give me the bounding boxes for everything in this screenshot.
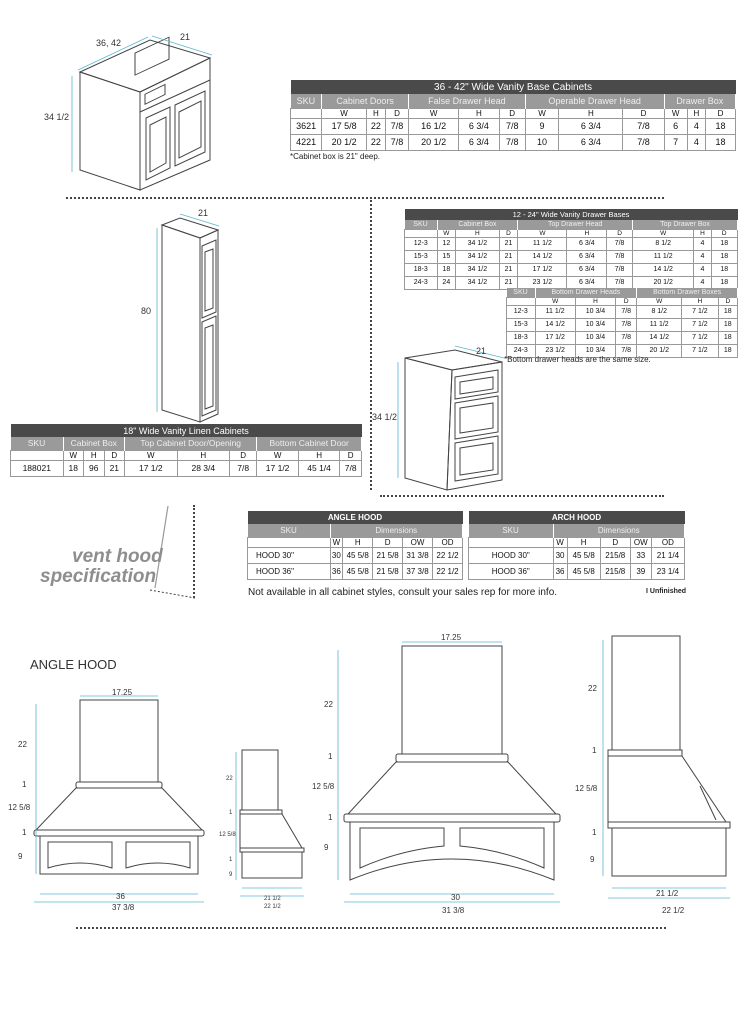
cell: 7 1/2 bbox=[682, 305, 718, 318]
cell: 16 1/2 bbox=[409, 118, 459, 134]
dim-label: 1 bbox=[592, 828, 597, 837]
arch-sub: OD bbox=[651, 537, 684, 547]
cell: 7/8 bbox=[607, 237, 633, 250]
dim-label: 17.25 bbox=[112, 688, 133, 697]
cell: 34 1/2 bbox=[456, 250, 499, 263]
dim-label: 1 bbox=[592, 746, 597, 755]
dim-label: 9 bbox=[18, 852, 23, 861]
cell: 215/8 bbox=[600, 547, 630, 563]
cell: 10 3/4 bbox=[575, 344, 615, 357]
cell: 21 bbox=[499, 237, 518, 250]
drawer2-group-sku: SKU bbox=[507, 288, 536, 297]
cell: 7/8 bbox=[623, 118, 664, 134]
cell: 15 bbox=[437, 250, 456, 263]
base-depth-dim: 21 bbox=[180, 32, 191, 42]
cell: 18 bbox=[718, 305, 737, 318]
cell: 39 bbox=[630, 563, 651, 579]
cell: 45 5/8 bbox=[567, 563, 600, 579]
cell: 31 3/8 bbox=[403, 547, 433, 563]
angle-group-dim: Dimensions bbox=[330, 524, 463, 537]
drawer2-sub: D bbox=[718, 297, 737, 305]
arch-hood-side bbox=[608, 636, 730, 876]
cell: 17 1/2 bbox=[518, 263, 567, 276]
cell: 28 3/4 bbox=[177, 460, 229, 476]
linen-sub: W bbox=[257, 450, 298, 460]
dim-label: 1 bbox=[22, 828, 27, 837]
unfinished-label: I Unfinished bbox=[646, 588, 687, 595]
cell: 7/8 bbox=[607, 276, 633, 289]
cell: 24 bbox=[437, 276, 456, 289]
arch-sub: W bbox=[553, 537, 567, 547]
cell: 21 5/8 bbox=[373, 563, 403, 579]
cell: 18 bbox=[63, 460, 84, 476]
cell: 45 5/8 bbox=[343, 547, 373, 563]
cell: 10 3/4 bbox=[575, 318, 615, 331]
drawer-sub: D bbox=[607, 229, 633, 237]
dim-label: 22 bbox=[18, 740, 27, 749]
sku-cell: 188021 bbox=[11, 460, 64, 476]
cell: 21 bbox=[499, 276, 518, 289]
cell: 6 bbox=[664, 118, 687, 134]
base-height-dim: 34 1/2 bbox=[44, 112, 70, 122]
cell: 18 bbox=[711, 237, 738, 250]
cell: 45 1/4 bbox=[298, 460, 339, 476]
cell: 10 bbox=[525, 134, 559, 150]
linen-group-box: Cabinet Box bbox=[63, 437, 125, 450]
drawer-sub: D bbox=[499, 229, 518, 237]
cell: 30 bbox=[553, 547, 567, 563]
cell: 6 3/4 bbox=[567, 250, 607, 263]
drawer-depth-dim: 21 bbox=[476, 346, 487, 356]
sku-cell: 24-3 bbox=[507, 344, 536, 357]
drawer-group-top-box: Top Drawer Box bbox=[632, 220, 737, 229]
base-sub: W bbox=[409, 108, 459, 118]
cell: 18 bbox=[718, 318, 737, 331]
cell: 17 5/8 bbox=[322, 118, 367, 134]
cell: 37 3/8 bbox=[403, 563, 433, 579]
drawer-sub: W bbox=[437, 229, 456, 237]
dim-label: 21 1/2 bbox=[656, 889, 679, 898]
base-note: *Cabinet box is 21" deep. bbox=[290, 152, 381, 161]
arch-sub: D bbox=[600, 537, 630, 547]
cell: 7 1/2 bbox=[682, 344, 718, 357]
linen-group-top-door: Top Cabinet Door/Opening bbox=[125, 437, 257, 450]
dim-label: 9 bbox=[590, 855, 595, 864]
cell: 4 bbox=[694, 276, 711, 289]
drawer-group-box: Cabinet Box bbox=[437, 220, 518, 229]
cell: 6 3/4 bbox=[559, 134, 623, 150]
cell: 10 3/4 bbox=[575, 305, 615, 318]
base-width-dim: 36, 42 bbox=[96, 38, 122, 48]
cell: 23 1/2 bbox=[535, 344, 575, 357]
cell: 11 1/2 bbox=[637, 318, 682, 331]
base-sub: W bbox=[664, 108, 687, 118]
drawer-group-sku: SKU bbox=[405, 220, 438, 229]
drawer-sub: W bbox=[518, 229, 567, 237]
arch-table-title: ARCH HOOD bbox=[469, 511, 685, 524]
cell: 6 3/4 bbox=[459, 118, 499, 134]
cell: 11 1/2 bbox=[518, 237, 567, 250]
angle-hood-label: ANGLE HOOD bbox=[30, 657, 117, 672]
cell: 18 bbox=[706, 134, 736, 150]
cell: 22 1/2 bbox=[433, 563, 463, 579]
cell: 7/8 bbox=[623, 134, 664, 150]
cell: 18 bbox=[706, 118, 736, 134]
cell: 215/8 bbox=[600, 563, 630, 579]
linen-sub: D bbox=[104, 450, 125, 460]
drawer-group-top-head: Top Drawer Head bbox=[518, 220, 633, 229]
angle-sub: D bbox=[373, 537, 403, 547]
cell: 4 bbox=[687, 118, 705, 134]
cell: 45 5/8 bbox=[567, 547, 600, 563]
linen-depth-dim: 21 bbox=[198, 208, 209, 218]
linen-sub: D bbox=[340, 450, 362, 460]
cell: 22 bbox=[366, 134, 385, 150]
cell: 36 bbox=[330, 563, 343, 579]
cell: 18 bbox=[718, 331, 737, 344]
base-sub: D bbox=[385, 108, 408, 118]
base-group-doors: Cabinet Doors bbox=[322, 94, 409, 108]
sku-cell: 12-3 bbox=[507, 305, 536, 318]
cell: 7/8 bbox=[616, 344, 637, 357]
cell: 23 1/2 bbox=[518, 276, 567, 289]
linen-sub: W bbox=[63, 450, 84, 460]
base-sub: W bbox=[322, 108, 367, 118]
base-group-sku: SKU bbox=[291, 94, 322, 108]
sku-cell: 18-3 bbox=[405, 263, 438, 276]
drawer-height-dim: 34 1/2 bbox=[372, 412, 398, 422]
cell: 34 1/2 bbox=[456, 276, 499, 289]
cell: 7/8 bbox=[616, 318, 637, 331]
arch-sub: H bbox=[567, 537, 600, 547]
dim-label: 22 bbox=[588, 684, 597, 693]
cell: 7 1/2 bbox=[682, 318, 718, 331]
dim-label: 9 bbox=[229, 872, 233, 878]
cell: 6 3/4 bbox=[567, 276, 607, 289]
divider bbox=[76, 927, 666, 929]
cell: 8 1/2 bbox=[632, 237, 693, 250]
drawer2-sub: W bbox=[637, 297, 682, 305]
base-sub: H bbox=[687, 108, 705, 118]
unfinished-text: Unfinished bbox=[649, 588, 687, 595]
dim-label: 31 3/8 bbox=[442, 906, 465, 915]
cell: 4 bbox=[687, 134, 705, 150]
cell: 7/8 bbox=[607, 250, 633, 263]
dim-label: 12 5/8 bbox=[219, 832, 236, 838]
cell: 7/8 bbox=[340, 460, 362, 476]
sku-cell: HOOD 30" bbox=[248, 547, 331, 563]
cell: 34 1/2 bbox=[456, 237, 499, 250]
base-sub: H bbox=[366, 108, 385, 118]
drawer2-sub: W bbox=[535, 297, 575, 305]
angle-hood-side bbox=[240, 750, 304, 878]
angle-sub: OW bbox=[403, 537, 433, 547]
cell: 7/8 bbox=[230, 460, 257, 476]
cell: 30 bbox=[330, 547, 343, 563]
cell: 7/8 bbox=[385, 134, 408, 150]
drawer2-sub: H bbox=[682, 297, 718, 305]
cell: 6 3/4 bbox=[567, 263, 607, 276]
cell: 18 bbox=[711, 263, 738, 276]
linen-table-title: 18" Wide Vanity Linen Cabinets bbox=[11, 424, 362, 437]
drawer2-group-heads: Bottom Drawer Heads bbox=[535, 288, 637, 297]
cell: 7 1/2 bbox=[682, 331, 718, 344]
base-group-drawer-box: Drawer Box bbox=[664, 94, 735, 108]
angle-table-title: ANGLE HOOD bbox=[248, 511, 463, 524]
sku-cell: 12-3 bbox=[405, 237, 438, 250]
drawer-sub: H bbox=[456, 229, 499, 237]
linen-group-sku: SKU bbox=[11, 437, 64, 450]
availability-note: Not available in all cabinet styles, consult your sales rep for more info. bbox=[248, 587, 558, 598]
vent-heading-line1: vent hood bbox=[72, 546, 163, 567]
base-sub: H bbox=[559, 108, 623, 118]
sku-cell: 18-3 bbox=[507, 331, 536, 344]
sku-cell: 3621 bbox=[291, 118, 322, 134]
cell: 18 bbox=[711, 276, 738, 289]
linen-sub: H bbox=[84, 450, 105, 460]
dim-label: 1 bbox=[229, 810, 233, 816]
dim-label: 12 5/8 bbox=[8, 803, 31, 812]
cell: 7/8 bbox=[616, 305, 637, 318]
sku-cell: 4221 bbox=[291, 134, 322, 150]
cell: 36 bbox=[553, 563, 567, 579]
dim-label: 12 5/8 bbox=[312, 782, 335, 791]
drawer2-group-boxes: Bottom Drawer Boxes bbox=[637, 288, 738, 297]
sku-cell: HOOD 30" bbox=[469, 547, 554, 563]
linen-height-dim: 80 bbox=[141, 306, 152, 316]
dim-label: 22 1/2 bbox=[264, 904, 281, 910]
base-sub: W bbox=[525, 108, 559, 118]
cell: 11 1/2 bbox=[535, 305, 575, 318]
cell: 6 3/4 bbox=[459, 134, 499, 150]
dim-label: 9 bbox=[324, 843, 329, 852]
dim-label: 21 1/2 bbox=[264, 896, 281, 902]
cell: 4 bbox=[694, 237, 711, 250]
vent-heading-line2: specification bbox=[40, 566, 157, 587]
base-sub: D bbox=[623, 108, 664, 118]
angle-hood-front bbox=[34, 700, 204, 874]
drawer-sub: D bbox=[711, 229, 738, 237]
arch-group-sku: SKU bbox=[469, 524, 554, 537]
cell: 17 1/2 bbox=[535, 331, 575, 344]
cell: 4 bbox=[694, 263, 711, 276]
base-sub: D bbox=[499, 108, 525, 118]
cell: 7/8 bbox=[616, 331, 637, 344]
linen-group-bottom-door: Bottom Cabinet Door bbox=[257, 437, 362, 450]
cell: 21 bbox=[499, 250, 518, 263]
drawer2-sub: D bbox=[616, 297, 637, 305]
base-group-operable-drawer: Operable Drawer Head bbox=[525, 94, 664, 108]
cell: 18 bbox=[711, 250, 738, 263]
cell: 11 1/2 bbox=[632, 250, 693, 263]
drawer2-sub: H bbox=[575, 297, 615, 305]
cell: 7/8 bbox=[499, 118, 525, 134]
dim-label: 22 1/2 bbox=[662, 906, 685, 915]
angle-sub: W bbox=[330, 537, 343, 547]
cell: 7/8 bbox=[385, 118, 408, 134]
dim-label: 1 bbox=[328, 813, 333, 822]
angle-sub: H bbox=[343, 537, 373, 547]
linen-sub: H bbox=[298, 450, 339, 460]
base-group-false-drawer: False Drawer Head bbox=[409, 94, 526, 108]
cell: 6 3/4 bbox=[559, 118, 623, 134]
dim-label: 1 bbox=[328, 752, 333, 761]
cell: 20 1/2 bbox=[409, 134, 459, 150]
cell: 23 1/4 bbox=[651, 563, 684, 579]
dim-label: 17.25 bbox=[441, 633, 462, 642]
cell: 22 bbox=[366, 118, 385, 134]
cell: 10 3/4 bbox=[575, 331, 615, 344]
linen-sub: W bbox=[125, 450, 177, 460]
arch-hood-front bbox=[344, 646, 560, 880]
cell: 18 bbox=[437, 263, 456, 276]
sku-cell: 24-3 bbox=[405, 276, 438, 289]
linen-sub: H bbox=[177, 450, 229, 460]
cell: 7/8 bbox=[499, 134, 525, 150]
drawer-sub: H bbox=[694, 229, 711, 237]
dim-label: 1 bbox=[229, 857, 233, 863]
arch-sub: OW bbox=[630, 537, 651, 547]
cell: 22 1/2 bbox=[433, 547, 463, 563]
cell: 21 5/8 bbox=[373, 547, 403, 563]
cell: 17 1/2 bbox=[125, 460, 177, 476]
linen-sub: D bbox=[230, 450, 257, 460]
cell: 4 bbox=[694, 250, 711, 263]
cell: 7 bbox=[664, 134, 687, 150]
sku-cell: 15-3 bbox=[507, 318, 536, 331]
dim-label: 1 bbox=[22, 780, 27, 789]
cell: 18 bbox=[718, 344, 737, 357]
cell: 9 bbox=[525, 118, 559, 134]
cell: 6 3/4 bbox=[567, 237, 607, 250]
dim-label: 22 bbox=[324, 700, 333, 709]
base-table-title: 36 - 42" Wide Vanity Base Cabinets bbox=[291, 80, 736, 94]
base-sub: D bbox=[706, 108, 736, 118]
base-sub: H bbox=[459, 108, 499, 118]
cell: 14 1/2 bbox=[535, 318, 575, 331]
drawer-sub: W bbox=[632, 229, 693, 237]
cell: 34 1/2 bbox=[456, 263, 499, 276]
cell: 20 1/2 bbox=[632, 276, 693, 289]
sku-cell: 15-3 bbox=[405, 250, 438, 263]
cell: 20 1/2 bbox=[322, 134, 367, 150]
cell: 14 1/2 bbox=[637, 331, 682, 344]
cell: 33 bbox=[630, 547, 651, 563]
cell: 21 bbox=[499, 263, 518, 276]
cell: 8 1/2 bbox=[637, 305, 682, 318]
cell: 45 5/8 bbox=[343, 563, 373, 579]
cell: 21 bbox=[104, 460, 125, 476]
cell: 12 bbox=[437, 237, 456, 250]
sku-cell: HOOD 36" bbox=[469, 563, 554, 579]
drawer-table-title: 12 - 24" Wide Vanity Drawer Bases bbox=[405, 209, 738, 220]
dim-label: 30 bbox=[451, 893, 460, 902]
angle-sub: OD bbox=[433, 537, 463, 547]
dim-label: 12 5/8 bbox=[575, 784, 598, 793]
dim-label: 37 3/8 bbox=[112, 903, 135, 912]
sku-cell: HOOD 36" bbox=[248, 563, 331, 579]
drawer-note: *Bottom drawer heads are the same size. bbox=[504, 355, 651, 364]
cell: 7/8 bbox=[607, 263, 633, 276]
arch-group-dim: Dimensions bbox=[553, 524, 685, 537]
cell: 96 bbox=[84, 460, 105, 476]
cell: 14 1/2 bbox=[632, 263, 693, 276]
cell: 14 1/2 bbox=[518, 250, 567, 263]
angle-group-sku: SKU bbox=[248, 524, 331, 537]
cell: 21 1/4 bbox=[651, 547, 684, 563]
cell: 20 1/2 bbox=[637, 344, 682, 357]
dim-label: 36 bbox=[116, 892, 125, 901]
cell: 17 1/2 bbox=[257, 460, 298, 476]
dim-label: 22 bbox=[226, 776, 233, 782]
drawer-sub: H bbox=[567, 229, 607, 237]
